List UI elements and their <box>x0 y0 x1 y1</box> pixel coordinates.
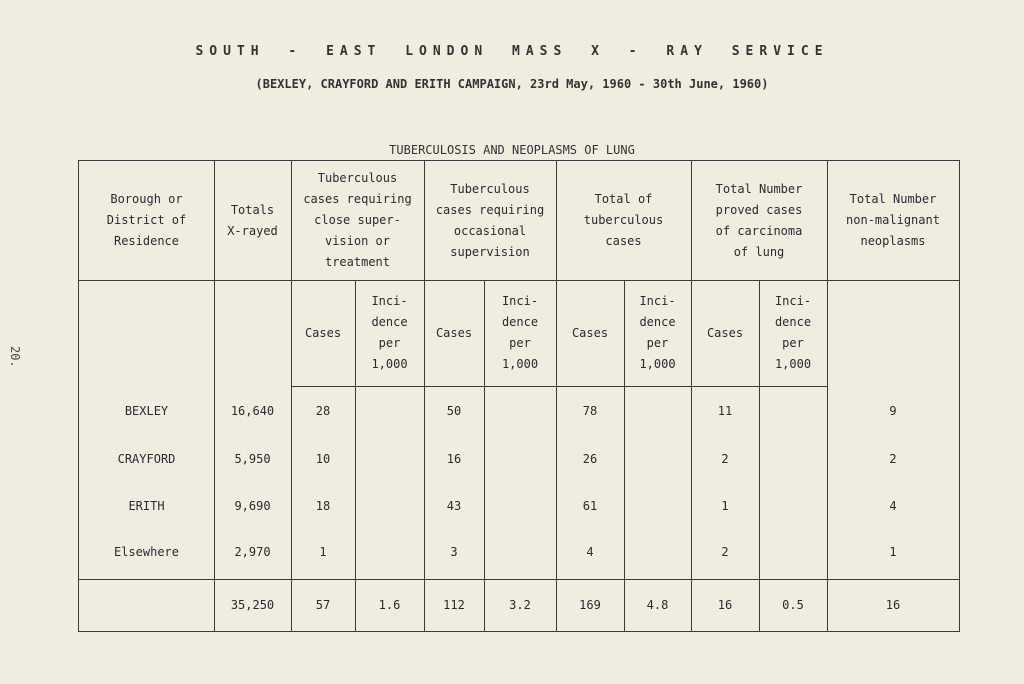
row-totals: 2,970 <box>234 545 271 559</box>
grid-line <box>79 579 959 580</box>
row-totals: 9,690 <box>234 499 271 513</box>
subheader-incidence: Inci- dence per 1,000 <box>639 294 676 371</box>
total-totals: 35,250 <box>230 598 275 612</box>
row-ca-cases: 11 <box>717 404 733 418</box>
row-name: Elsewhere <box>113 545 180 559</box>
total-occ-incidence: 3.2 <box>509 598 531 612</box>
row-ca-cases: 1 <box>721 499 729 513</box>
header-total-tuberculous: Total of tuberculous cases <box>583 192 664 248</box>
total-ca-incidence: 0.5 <box>782 598 804 612</box>
row-name: CRAYFORD <box>117 452 176 466</box>
total-close-incidence: 1.6 <box>378 598 401 612</box>
row-occ-cases: 16 <box>446 452 462 466</box>
subheader-incidence: Inci- dence per 1,000 <box>774 294 812 371</box>
row-occ-cases: 50 <box>446 404 462 418</box>
subheader-incidence: Inci- dence per 1,000 <box>501 294 539 371</box>
header-borough: Borough or District of Residence <box>106 192 187 248</box>
total-ca-cases: 16 <box>717 598 733 612</box>
tuberculosis-neoplasms-table <box>78 160 960 632</box>
row-tb-cases: 4 <box>586 545 594 559</box>
subheader-incidence: Inci- dence per 1,000 <box>371 294 408 371</box>
subheader-cases: Cases <box>571 325 609 340</box>
report-title: SOUTH - EAST LONDON MASS X - RAY SERVICE <box>195 44 829 59</box>
row-close-cases: 28 <box>315 404 331 418</box>
header-non-malignant: Total Number non-malignant neoplasms <box>846 192 940 248</box>
total-tb-incidence: 4.8 <box>646 598 669 612</box>
row-nonmal: 2 <box>889 452 897 466</box>
total-close-cases: 57 <box>315 598 331 612</box>
row-tb-cases: 61 <box>582 499 598 513</box>
row-totals: 16,640 <box>230 404 275 418</box>
total-tb-cases: 169 <box>579 598 601 612</box>
header-totals: Totals X-rayed <box>227 202 278 238</box>
header-carcinoma: Total Number proved cases of carcinoma of lung <box>715 181 803 259</box>
row-name: BEXLEY <box>124 404 169 418</box>
row-ca-cases: 2 <box>721 452 729 466</box>
row-totals: 5,950 <box>234 452 271 466</box>
row-tb-cases: 78 <box>582 404 598 418</box>
subheader-cases: Cases <box>304 325 342 340</box>
row-ca-cases: 2 <box>721 545 729 559</box>
header-occasional-supervision: Tuberculous cases requiring occasional supervision <box>435 181 545 259</box>
page-number: 20. <box>8 346 22 368</box>
report-subtitle: (BEXLEY, CRAYFORD AND ERITH CAMPAIGN, 23rd May, 1960 - 30th June, 1960) <box>255 77 769 91</box>
total-nonmal: 16 <box>885 598 901 612</box>
header-close-supervision: Tuberculous cases requiring close super- vision or treatment <box>303 171 412 269</box>
row-nonmal: 4 <box>889 499 897 513</box>
row-tb-cases: 26 <box>582 452 598 466</box>
subheader-cases: Cases <box>435 325 473 340</box>
subheader-cases: Cases <box>706 325 744 340</box>
row-occ-cases: 43 <box>446 499 462 513</box>
row-name: ERITH <box>128 499 165 513</box>
row-nonmal: 9 <box>889 404 897 418</box>
table-title: TUBERCULOSIS AND NEOPLASMS OF LUNG <box>389 143 635 157</box>
row-close-cases: 18 <box>315 499 331 513</box>
row-nonmal: 1 <box>889 545 897 559</box>
row-occ-cases: 3 <box>450 545 458 559</box>
total-occ-cases: 112 <box>443 598 465 612</box>
grid-line <box>291 386 827 387</box>
row-close-cases: 1 <box>319 545 327 559</box>
row-close-cases: 10 <box>315 452 331 466</box>
